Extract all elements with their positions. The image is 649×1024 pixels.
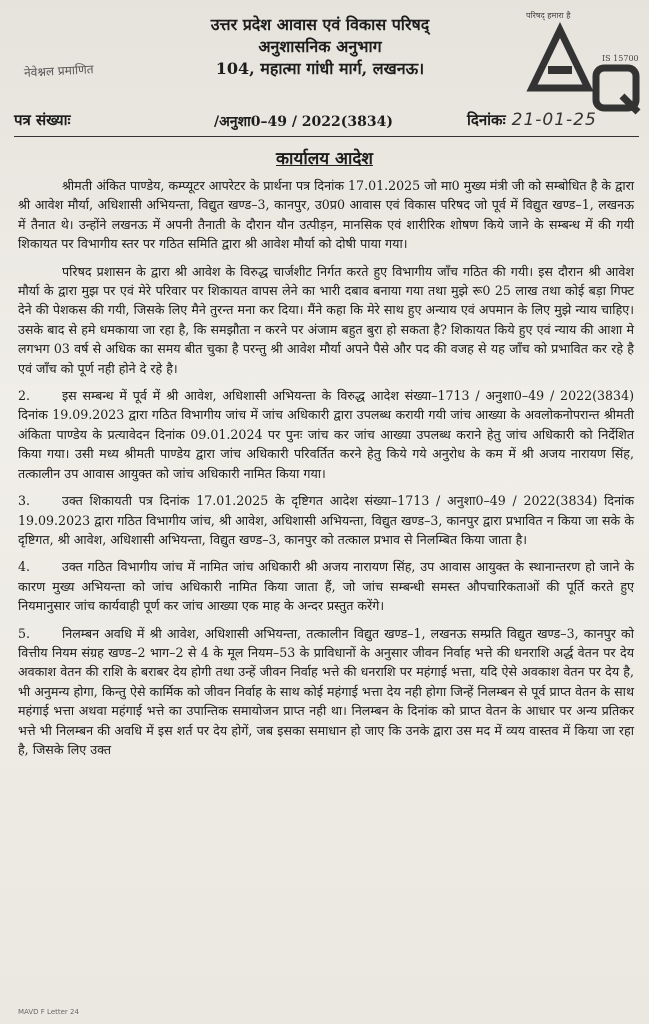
section-name: अनुशासनिक अनुभाग (258, 37, 382, 56)
letterhead (0, 0, 649, 150)
document-title: कार्यालय आदेश (276, 149, 373, 169)
paragraph-text: निलम्बन अवधि में श्री आवेश, अधिशासी अभियन्ता, तत्कालीन विद्युत खण्ड–1, लखनऊ सम्प्रति विद्युत खण्ड–3, कानपुर को वित्तीय नियम संग्रह खण्ड–2 भाग–2 से 4 के मूल नियम–53 के प्राविधानों के अनुसार जीवन निर्वाह भत्ते की धनराशि अर्द्ध वेतन पर देय अवकाश वेतन की राशि के बराबर देय होगी तथा उन्हें जीवन निर्वाह भत्ते की धनराशि पर महंगाई भत्ता, यदि ऐसे अवकाश वेतन पर देय है, भी अनुमन्य होगा, किन्तु ऐसे कार्मिक को जीवन निर्वाह के साथ कोई महंगाई भत्ता देय नही होगा जिन्हें निलम्बन से पूर्व प्राप्त वेतन के साथ महंगाई भत्ता अथवा महंगाई भत्ते का उपान्तिक समायोजन प्राप्त नही था। निलम्बन के दिनांक को प्राप्त वेतन के आधार पर अन्य प्रतिकर भत्ते भी निलम्बन की अवधि में इस शर्त पर देय होगें, जब इसका समाधान हो जाए कि उनके द्वारा उस मद में व्यय वास्तव में किया जा रहा है, जिसके लिए उक्त (18, 625, 634, 757)
paragraph-text: उक्त गठित विभागीय जांच में नामित जांच अधिकारी श्री अजय नारायण सिंह, उप आवास आयुक्त के स्थानान्तरण हो जाने के कारण मुख्य अभियन्ता को जांच अधिकारी नामित किया जाता हैं, जो जांच सम्बन्धी समस्त औपचारिकताओं की पूर्ति करते हुए नियमानुसार जांच कार्यवाही पूर्ण कर जांच आख्या एक माह के अन्दर प्रस्तुत करेंगे। (18, 559, 634, 614)
paragraph-text: परिषद प्रशासन के द्वारा श्री आवेश के विरुद्ध चार्जशीट निर्गत करते हुए विभागीय जाँच गठित की गयी। इस दौरान श्री आवेश मौर्या के द्वारा मुझ पर एवं मेरे परिवार पर शिकायत वापस लेने का भारी दबाव बनाया गया तथा मुझे रू0 25 लाख तथा कोई बड़ा गिफ्ट देने की पेशकस की गयी, जिसके लिए मैने तुरन्त मना कर दिया। मैंने कहा कि मेरे साथ हुए अन्याय एवं अपमान के लिए मुझे न्याय चाहिए। उसके बाद से हमे धमकाया जा रहा है, कि समझौता न करने पर अंजाम बहुत बुरा हो सकता है? शिकायत किये हुए एवं न्याय की आशा मे लगभग 03 वर्ष से अधिक का समय बीत चुका है परन्तु श्री आवेश मौर्या अपने पैसे और पद की वजह से यह जाँच को प्रभावित कर रहे है एवं जाँच को पूर्ण नही होने दे रहे है। (18, 263, 634, 376)
paragraph-number: 2. (18, 388, 31, 404)
letter-number: /अनुशा0–49 / 2022(3834) (214, 114, 393, 130)
organization-block (150, 14, 490, 80)
footer-mark: MAVD F Letter 24 (18, 1008, 79, 1016)
logo-top-text: परिषद् हमारा है (526, 11, 571, 20)
paragraph-text: इस सम्बन्ध में पूर्व में श्री आवेश, अधिशासी अभियन्ता के विरुद्ध आदेश संख्या–1713 / अनुशा0–49 / 2022(3834) दिनांक 19.09.2023 द्वारा गठित विभागीय जांच में जांच अधिकारी द्वारा उपलब्ध करायी गयी जांच आख्या के अवलोकनोपरान्त श्रीमती अंकिता पाण्डेय के प्रत्यावेदन दिनांक 09.01.2024 पर पुनः जांच कर जांच आख्या उपलब्ध कराने हेतु जांच अधिकारी को निर्देशित किया गया। उसी मध्य श्रीमती पाण्डेय द्वारा जांच अधिकारी परिवर्तित करने हेतु किये गये अनुरोध के कम में श्री अजय नारायण सिंह, तत्कालीन उप आवास आयुक्त को जांच अधिकारी नामित किया गया। (18, 388, 634, 481)
paragraph (18, 176, 634, 254)
date-block (467, 110, 597, 130)
paragraph-text: उक्त शिकायती पत्र दिनांक 17.01.2025 के दृष्टिगत आदेश संख्या–1713 / अनुशा0–49 / 2022(3834) दिनांक 19.09.2023 द्वारा गठित विभागीय जांच, श्री आवेश, अधिशासी अभियन्ता, विद्युत खण्ड–3, कानपुर द्वारा प्रभावित न किया जा सके के दृष्टिगत, श्री आवेश, अधिशासी अभियन्ता, विद्युत खण्ड–3, कानपुर को तत्काल प्रभाव से निलम्बित किया जाता है। (18, 493, 634, 547)
handwritten-date: 21-01-25 (511, 110, 597, 130)
paragraph-text: श्रीमती अंकित पाण्डेय, कम्प्यूटर आपरेटर के प्रार्थना पत्र दिनांक 17.01.2025 जो मा0 मुख्य मंत्री जी को सम्बोधित है के द्वारा श्री आवेश मौर्या, अधिशासी अभियन्ता, विद्युत खण्ड–3, कानपुर, उ0प्र0 आवास एवं विकास परिषद जो पूर्व में विद्युत खण्ड–1, लखनऊ में तैनात थे। उन्होंने लखनऊ में अपनी तैनाती के दौरान यौन उत्पीड़न, मानसिक एवं शारीरिक शोषण किये जाने के सम्बन्ध में की गयी शिकायत पर विभागीय स्तर पर गठित समिति द्वारा श्री आवेश मौर्या को दोषी पाया गया। (18, 178, 634, 252)
organization-address: 104, महात्मा गांधी मार्ग, लखनऊ। (215, 59, 425, 78)
document-body (18, 176, 634, 767)
paragraph-number: 5. (18, 625, 31, 641)
logo-side-text: IS 15700 (602, 54, 639, 63)
paragraph-number: 3. (18, 493, 31, 509)
organization-name: उत्तर प्रदेश आवास एवं विकास परिषद् (210, 15, 430, 34)
stamp-text: नेवेश्नल प्रमाणित (23, 62, 94, 80)
paragraph (18, 262, 634, 378)
reference-row (14, 106, 639, 137)
date-label: दिनांकः (467, 111, 506, 129)
letter-number-label: पत्र संख्याः (14, 111, 71, 129)
paragraph-number: 4. (18, 559, 31, 575)
paragraph (18, 557, 634, 615)
paragraph (18, 491, 634, 549)
logo-graphic-icon (522, 8, 642, 118)
paragraph (18, 624, 634, 760)
organization-logo-icon (522, 8, 642, 118)
paragraph (18, 386, 634, 483)
